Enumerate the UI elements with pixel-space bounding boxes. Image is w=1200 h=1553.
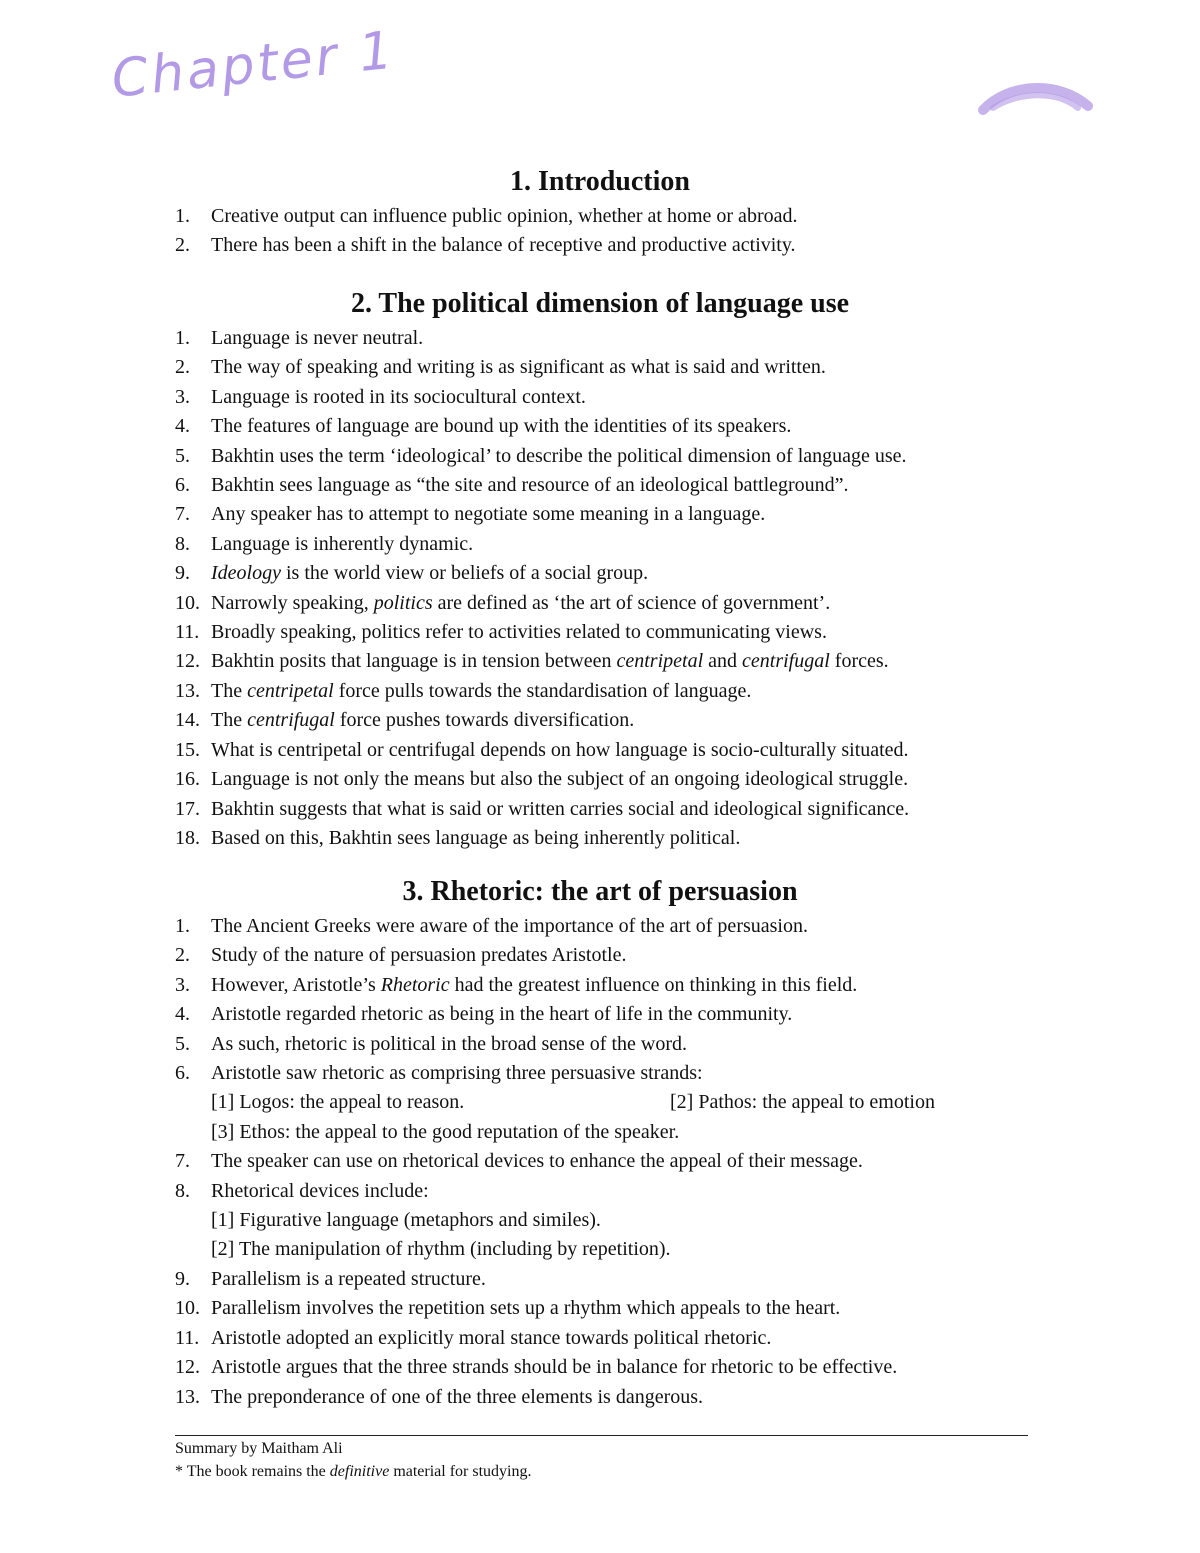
footer-divider xyxy=(175,1435,1028,1436)
list-item: 3. Language is rooted in its sociocultural context. xyxy=(175,385,586,408)
section-heading-political-dimension: 2. The political dimension of language use xyxy=(350,288,850,319)
list-item: 13. The centripetal force pulls towards the standardisation of language. xyxy=(175,679,752,702)
list-item: 7. Any speaker has to attempt to negotiate some meaning in a language. xyxy=(175,503,766,526)
strand-logos: [1] Logos: the appeal to reason. xyxy=(211,1091,465,1114)
list-item: 16. Language is not only the means but also the subject of an ongoing ideological struggle. xyxy=(175,768,909,791)
list-item: 8. Rhetorical devices include: xyxy=(175,1179,429,1202)
footer-note: * The book remains the definitive material for studying. xyxy=(175,1463,532,1480)
section-heading-rhetoric: 3. Rhetoric: the art of persuasion xyxy=(402,876,798,907)
list-item: 5. Bakhtin uses the term ‘ideological’ to describe the political dimension of language use. xyxy=(175,444,907,467)
list-item: 6. Bakhtin sees language as “the site and resource of an ideological battleground”. xyxy=(175,474,849,497)
list-item: 1. Language is never neutral. xyxy=(175,327,424,349)
list-item: 11. Broadly speaking, politics refer to activities related to communicating views. xyxy=(175,621,827,644)
list-item: 4. The features of language are bound up with the identities of its speakers. xyxy=(175,415,792,438)
list-item: 9. Parallelism is a repeated structure. xyxy=(175,1267,486,1290)
footer xyxy=(175,1437,532,1483)
device-item: [2] The manipulation of rhythm (including by repetition). xyxy=(211,1238,671,1261)
list-item: 6. Aristotle saw rhetoric as comprising three persuasive strands: xyxy=(175,1062,703,1085)
list-item: 3. However, Aristotle’s Rhetoric had the greatest influence on thinking in this field. xyxy=(175,973,858,996)
list-item: 10. Narrowly speaking, politics are defined as ‘the art of science of government’. xyxy=(175,591,831,614)
list-item: 18. Based on this, Bakhtin sees language as being inherently political. xyxy=(175,826,741,849)
list-item: 1. Creative output can influence public opinion, whether at home or abroad. xyxy=(175,205,798,227)
strand-pathos: [2] Pathos: the appeal to emotion xyxy=(670,1091,935,1114)
list-item: 15. What is centripetal or centrifugal depends on how language is socio-culturally situated. xyxy=(175,738,909,761)
political-dimension-list xyxy=(175,324,1075,853)
list-item: 2. Study of the nature of persuasion predates Aristotle. xyxy=(175,944,627,967)
handwritten-chapter-title: Chapter 1 xyxy=(108,20,399,110)
highlighter-doodle-icon xyxy=(978,78,1093,118)
list-item: 12. Aristotle argues that the three strands should be in balance for rhetoric to be effective. xyxy=(175,1356,898,1379)
section-heading-introduction: 1. Introduction xyxy=(510,166,690,197)
list-item: 8. Language is inherently dynamic. xyxy=(175,532,474,555)
list-item: 11. Aristotle adopted an explicitly moral stance towards political rhetoric. xyxy=(175,1326,772,1349)
device-item: [1] Figurative language (metaphors and similes). xyxy=(211,1209,601,1232)
list-item: 14. The centrifugal force pushes towards diversification. xyxy=(175,709,635,732)
list-item: 2. The way of speaking and writing is as significant as what is said and written. xyxy=(175,356,826,379)
list-item: 9. Ideology is the world view or beliefs of a social group. xyxy=(175,562,649,585)
list-item: 17. Bakhtin suggests that what is said or written carries social and ideological significance. xyxy=(175,797,910,820)
introduction-list xyxy=(175,202,1075,261)
strands-row xyxy=(175,1088,1075,1117)
list-item: 7. The speaker can use on rhetorical devices to enhance the appeal of their message. xyxy=(175,1150,863,1173)
list-item: 13. The preponderance of one of the three elements is dangerous. xyxy=(175,1385,704,1408)
list-item: 10. Parallelism involves the repetition sets up a rhythm which appeals to the heart. xyxy=(175,1297,841,1320)
rhetoric-list xyxy=(175,912,1075,1412)
list-item: 5. As such, rhetoric is political in the broad sense of the word. xyxy=(175,1032,687,1055)
list-item: 2. There has been a shift in the balance of receptive and productive activity. xyxy=(175,234,796,257)
list-item: 4. Aristotle regarded rhetoric as being in the heart of life in the community. xyxy=(175,1003,793,1026)
footer-author: Summary by Maitham Ali xyxy=(175,1440,343,1457)
list-item: 12. Bakhtin posits that language is in tension between centripetal and centrifugal forces. xyxy=(175,650,889,673)
strand-ethos: [3] Ethos: the appeal to the good reputation of the speaker. xyxy=(211,1120,680,1143)
list-item: 1. The Ancient Greeks were aware of the importance of the art of persuasion. xyxy=(175,915,808,937)
